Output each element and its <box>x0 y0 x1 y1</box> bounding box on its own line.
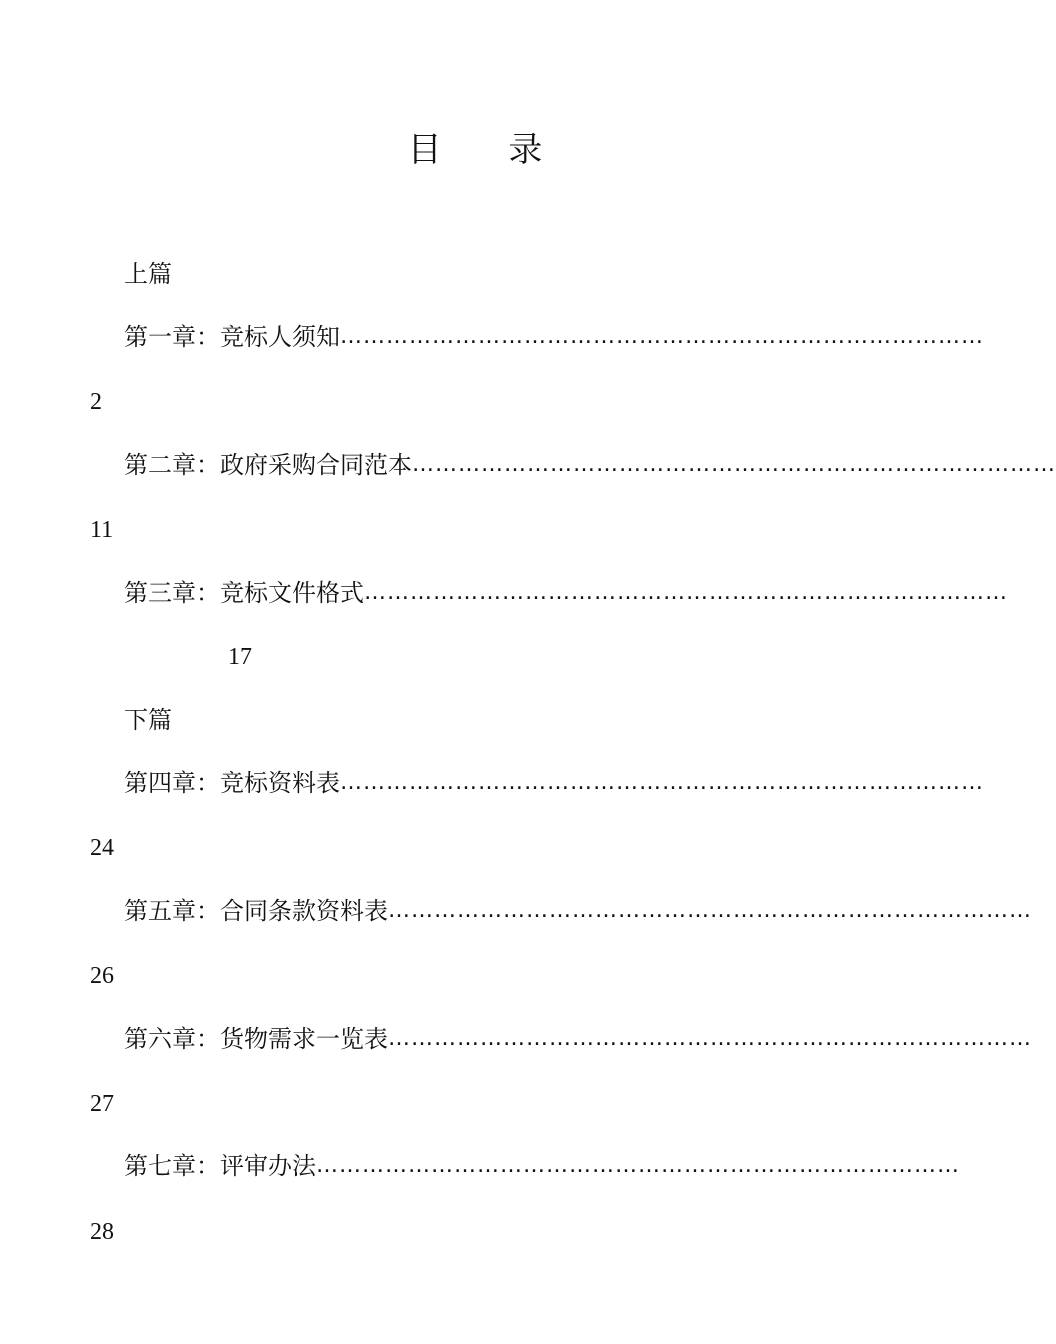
toc-entry-page: 2 <box>90 389 102 415</box>
toc-entry-label: 第五章：合同条款资料表 <box>124 897 388 925</box>
dot-leader: ………………………………………………………………………… <box>412 452 1056 477</box>
dot-leader: ………………………………………………………………………… <box>340 324 984 349</box>
toc-entry-page: 11 <box>90 517 114 543</box>
section-heading-upper: 上篇 <box>124 260 172 288</box>
toc-entry-label: 第六章：货物需求一览表 <box>124 1025 388 1053</box>
toc-entry-label: 第四章：竞标资料表 <box>124 769 340 797</box>
dot-leader: ………………………………………………………………………… <box>364 580 1008 605</box>
toc-entry[interactable] <box>124 1150 960 1182</box>
section-heading-lower: 下篇 <box>124 706 172 734</box>
toc-entry[interactable] <box>124 767 984 799</box>
toc-entry-label: 第三章：竞标文件格式 <box>124 579 364 607</box>
toc-entry-label: 第七章：评审办法 <box>124 1152 316 1180</box>
toc-entry-page: 28 <box>90 1219 114 1245</box>
toc-entry-page: 17 <box>228 644 252 670</box>
dot-leader: ………………………………………………………………………… <box>340 770 984 795</box>
toc-entry-page: 24 <box>90 835 114 861</box>
toc-entry-label: 第二章：政府采购合同范本 <box>124 451 412 479</box>
toc-entry[interactable] <box>124 321 984 353</box>
dot-leader: ………………………………………………………………………… <box>388 1026 1032 1051</box>
toc-entry-label: 第一章：竞标人须知 <box>124 323 340 351</box>
toc-entry-page: 26 <box>90 963 114 989</box>
toc-entry-page: 27 <box>90 1091 114 1117</box>
dot-leader: ………………………………………………………………………… <box>316 1153 960 1178</box>
toc-entry[interactable] <box>124 449 1056 481</box>
toc-entry[interactable] <box>124 1023 1032 1055</box>
toc-entry[interactable] <box>124 577 1008 609</box>
page-title: 目 录 <box>407 130 571 170</box>
dot-leader: ………………………………………………………………………… <box>388 898 1032 923</box>
toc-entry[interactable] <box>124 895 1032 927</box>
